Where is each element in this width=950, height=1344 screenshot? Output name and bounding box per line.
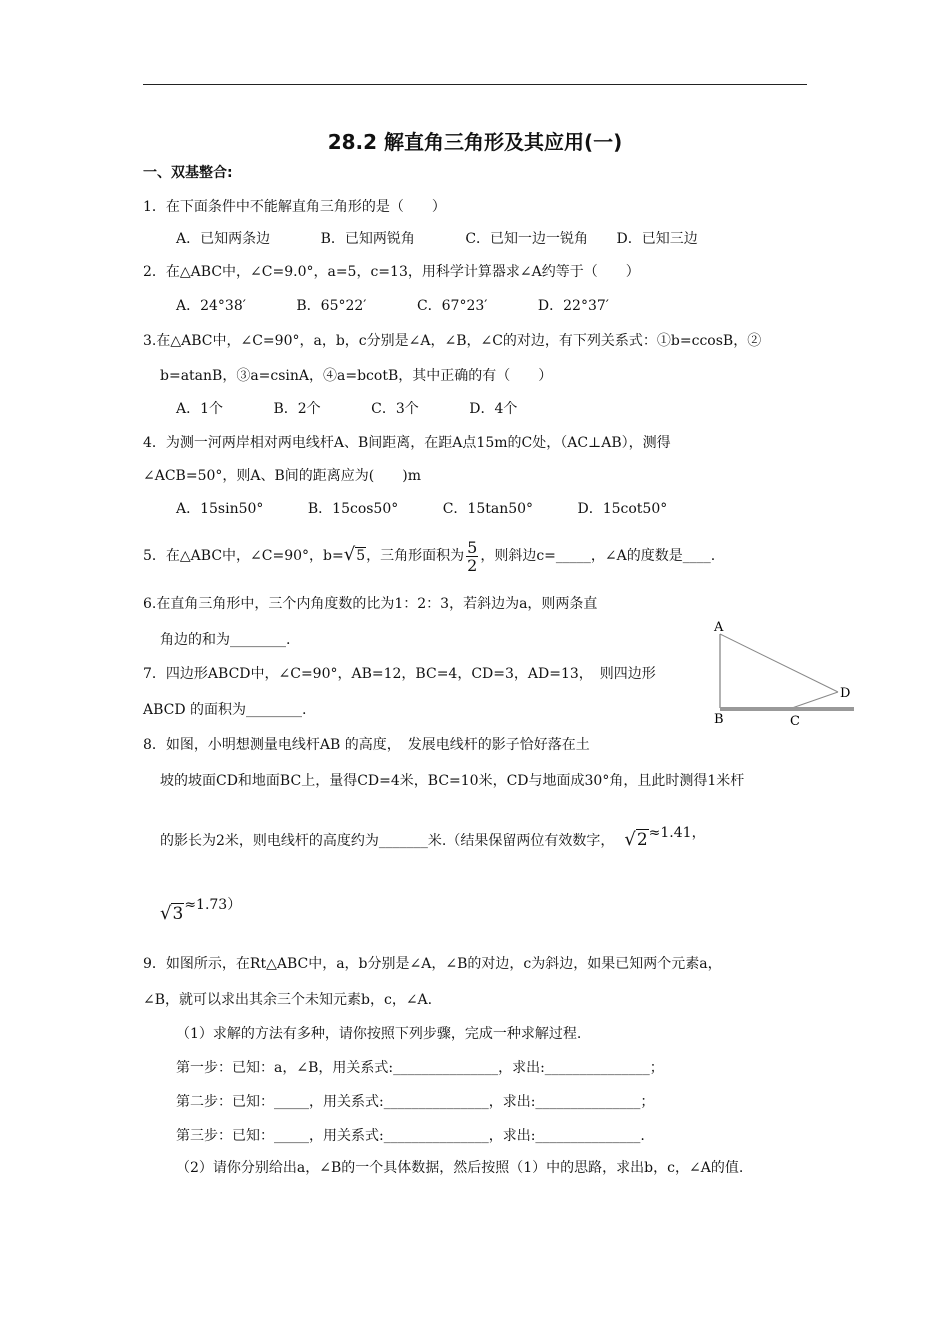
q5-text-2: ，三角形面积为 <box>366 548 465 564</box>
sqrt-symbol: √ <box>343 544 356 565</box>
figure-label-a: A <box>714 620 724 635</box>
figure-label-c: C <box>790 714 800 729</box>
question-2-options <box>176 296 609 316</box>
question-9-step-3: 第三步：已知：_____，用关系式:_______________，求出:_______________. <box>176 1128 645 1144</box>
q3-option-c: C．3个 <box>371 401 419 417</box>
question-3-line-2: b=atanB，③a=csinA，④a=bcotB，其中正确的有（ ） <box>160 368 553 384</box>
question-2-stem: 2．在△ABC中，∠C=9.0°，a=5，c=13，用科学计算器求∠A约等于（ ） <box>143 264 640 280</box>
q5-text-3: ，则斜边c=_____，∠A的度数是____. <box>480 548 716 564</box>
sqrt3-argument: 3 <box>172 904 184 924</box>
question-9-sub-2: （2）请你分别给出a，∠B的一个具体数据，然后按照（1）中的思路，求出b，c，∠A的值. <box>176 1160 744 1176</box>
question-3-line-1: 3.在△ABC中，∠C=90°，a，b，c分别是∠A，∠B，∠C的对边，有下列关系式：①b=ccosB，② <box>143 333 762 349</box>
q4-option-d: D．15cot50° <box>577 501 668 517</box>
fraction-denominator: 2 <box>467 555 478 575</box>
question-8-line-4 <box>160 898 241 931</box>
q3-option-a: A．1个 <box>176 401 224 417</box>
q5-text-1: 5．在△ABC中，∠C=90°，b= <box>143 548 344 564</box>
q3-option-b: B．2个 <box>273 401 321 417</box>
question-3-options <box>176 399 517 419</box>
question-9-line-1: 9．如图所示，在Rt△ABC中，a，b分别是∠A，∠B的对边，c为斜边，如果已知两个元素a， <box>143 956 722 972</box>
question-9-step-2: 第二步：已知：_____，用关系式:_______________，求出:_______________； <box>176 1094 655 1110</box>
q1-option-b: B．已知两锐角 <box>320 231 415 247</box>
fraction <box>466 539 478 574</box>
question-9-sub-1: （1）求解的方法有多种，请你按照下列步骤，完成一种求解过程. <box>176 1026 582 1042</box>
sqrt3-symbol: √ <box>160 903 172 924</box>
approx-sqrt2: ≈1.41， <box>648 825 706 841</box>
question-9-step-1: 第一步：已知：a，∠B，用关系式:_______________，求出:_______________； <box>176 1060 664 1076</box>
figure-label-d: D <box>840 686 851 701</box>
question-8-line-3 <box>160 822 706 859</box>
page-title: 28.2 解直角三角形及其应用(一) <box>327 130 623 154</box>
approx-sqrt3: ≈1.73） <box>184 897 242 913</box>
figure-line-ad <box>720 634 838 692</box>
q2-option-d: D．22°37′ <box>537 298 609 314</box>
question-8-line-2: 坡的坡面CD和地面BC上，量得CD=4米，BC=10米，CD与地面成30°角，且此时测得1米杆 <box>160 773 745 789</box>
question-5 <box>143 537 715 574</box>
section-heading: 一、双基整合: <box>143 165 233 181</box>
figure-label-b: B <box>714 712 724 727</box>
q4-option-a: A．15sin50° <box>176 501 264 517</box>
question-4-line-1: 4．为测一河两岸相对两电线杆A、B间距离，在距A点15m的C处，（AC⊥AB），测得 <box>143 435 671 451</box>
q2-option-a: A．24°38′ <box>176 298 246 314</box>
question-4-options <box>176 499 667 519</box>
question-6-line-2: 角边的和为________. <box>160 632 291 648</box>
question-7-line-1: 7．四边形ABCD中，∠C=90°，AB=12，BC=4，CD=3，AD=13， 则四边形 <box>143 666 656 682</box>
question-4-line-2: ∠ACB=50°，则A、B间的距离应为( )m <box>143 468 421 484</box>
q8-text-3: 的影长为2米，则电线杆的高度约为_______米.（结果保留两位有效数字， <box>160 833 615 849</box>
q3-option-d: D．4个 <box>469 401 518 417</box>
question-9-line-2: ∠B，就可以求出其余三个未知元素b，c，∠A. <box>143 992 433 1008</box>
figure-quadrilateral <box>700 612 860 732</box>
question-1-options <box>176 229 698 249</box>
q2-option-c: C．67°23′ <box>416 298 488 314</box>
q1-option-a: A．已知两条边 <box>176 231 271 247</box>
question-6-line-1: 6.在直角三角形中，三个内角度数的比为1：2：3，若斜边为a，则两条直 <box>143 596 598 612</box>
q1-option-d: D．已知三边 <box>616 231 698 247</box>
q2-option-b: B．65°22′ <box>296 298 367 314</box>
figure-line-cd <box>792 692 838 708</box>
fraction-numerator: 5 <box>467 537 478 557</box>
header-rule <box>143 84 807 85</box>
sqrt2-argument: 2 <box>636 830 648 850</box>
sqrt2-symbol: √ <box>624 829 636 850</box>
question-1-stem: 1．在下面条件中不能解直角三角形的是（ ） <box>143 199 446 215</box>
question-8-line-1: 8．如图，小明想测量电线杆AB 的高度， 发展电线杆的影子恰好落在土 <box>143 737 590 753</box>
q4-option-b: B．15cos50° <box>307 501 399 517</box>
figure-ground <box>720 707 854 711</box>
question-7-line-2: ABCD 的面积为________. <box>143 702 307 718</box>
sqrt-argument: 5 <box>356 548 366 564</box>
q1-option-c: C．已知一边一锐角 <box>465 231 589 247</box>
q4-option-c: C．15tan50° <box>442 501 534 517</box>
